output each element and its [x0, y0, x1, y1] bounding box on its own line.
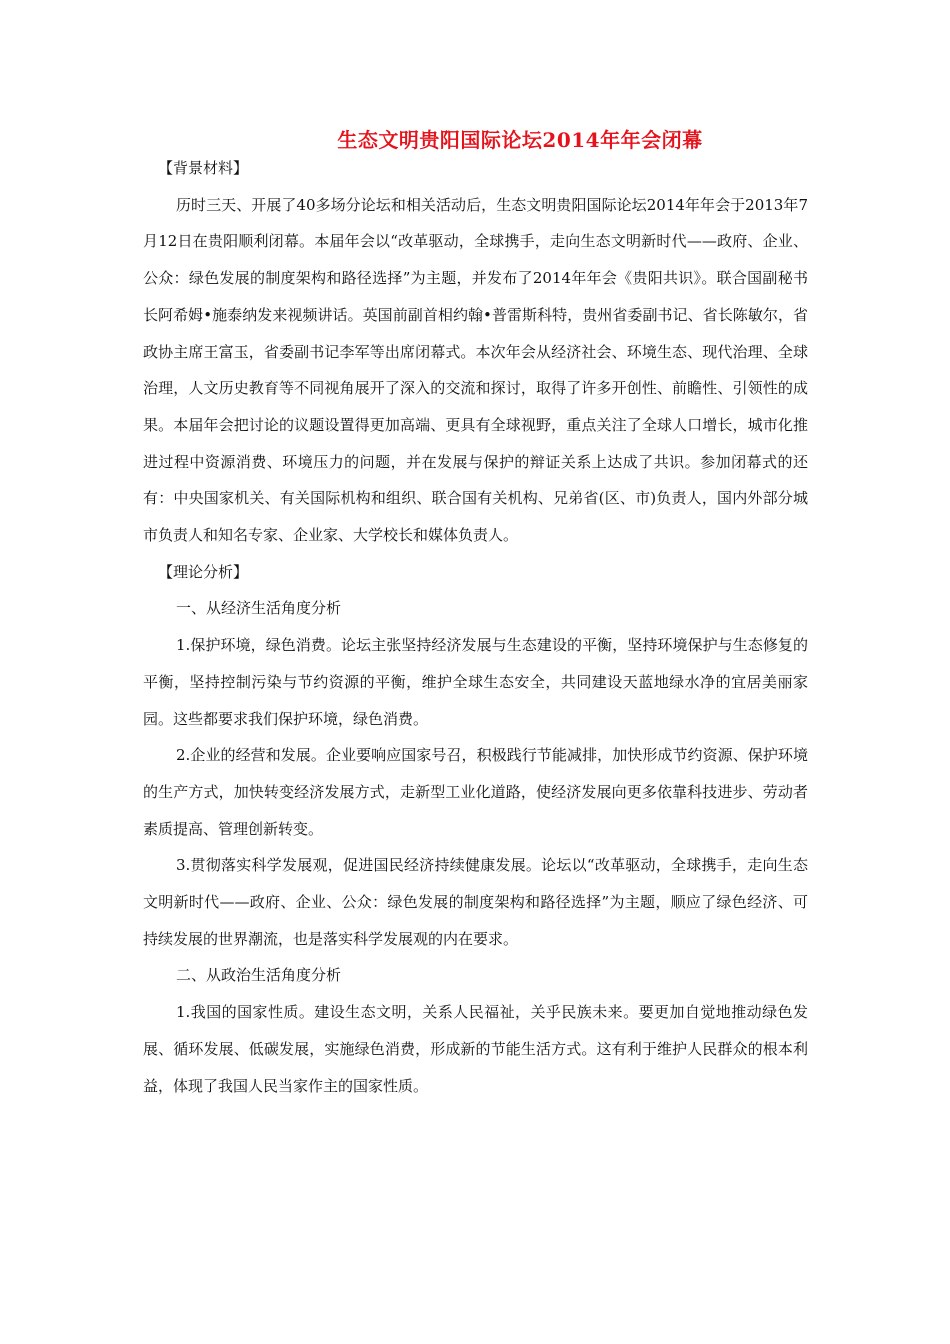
political-point-1: 1.我国的国家性质。建设生态文明，关系人民福祉，关乎民族未来。要更加自觉地推动绿色发展、循环发展、低碳发展，实施绿色消费，形成新的节能生活方式。这有利于维护人民群众的根本利益，体现了我国人民当家作主的国家性质。	[143, 1003, 808, 1095]
background-heading: 【背景材料】	[158, 159, 249, 177]
economic-heading: 一、从经济生活角度分析	[176, 599, 342, 618]
economic-point-1: 1.保护环境，绿色消费。论坛主张坚持经济发展与生态建设的平衡，坚持环境保护与生态修复的平衡，坚持控制污染与节约资源的平衡，维护全球生态安全，共同建设天蓝地绿水净的宜居美丽家园。这些都要求我们保护环境，绿色消费。	[143, 636, 808, 728]
economic-point-3: 3.贯彻落实科学发展观，促进国民经济持续健康发展。论坛以“改革驱动，全球携手，走向生态文明新时代——政府、企业、公众：绿色发展的制度架构和路径选择”为主题，顺应了绿色经济、可持续发展的世界潮流，也是落实科学发展观的内在要求。	[143, 856, 808, 948]
political-heading: 二、从政治生活角度分析	[176, 966, 342, 985]
document-title: 生态文明贵阳国际论坛2014年年会闭幕	[337, 128, 703, 152]
economic-point-2: 2.企业的经营和发展。企业要响应国家号召，积极践行节能减排，加快形成节约资源、保护环境的生产方式，加快转变经济发展方式，走新型工业化道路，使经济发展向更多依靠科技进步、劳动者素质提高、管理创新转变。	[143, 746, 808, 838]
analysis-heading: 【理论分析】	[158, 562, 249, 581]
background-paragraph: 历时三天、开展了40多场分论坛和相关活动后，生态文明贵阳国际论坛2014年年会于2013年7月12日在贵阳顺利闭幕。本届年会以“改革驱动，全球携手，走向生态文明新时代——政府、企业、公众：绿色发展的制度架构和路径选择”为主题，并发布了2014年年会《贵阳共识》。联合国副秘书长阿希姆•施泰纳发来视频讲话。英国前副首相约翰•普雷斯科特，贵州省委副书记、省长陈敏尔，省政协主席王富玉，省委副书记李军等出席闭幕式。本次年会从经济社会、环境生态、现代治理、全球治理，人文历史教育等不同视角展开了深入的交流和探讨，取得了许多开创性、前瞻性、引领性的成果。本届年会把讨论的议题设置得更加高端、更具有全球视野，重点关注了全球人口增长，城市化推进过程中资源消费、环境压力的问题，并在发展与保护的辩证关系上达成了共识。参加闭幕式的还有：中央国家机关、有关国际机构和组织、联合国有关机构、兄弟省(区、市)负责人，国内外部分城市负责人和知名专家、企业家、大学校长和媒体负责人。	[143, 195, 808, 545]
document-body	[143, 150, 808, 1104]
